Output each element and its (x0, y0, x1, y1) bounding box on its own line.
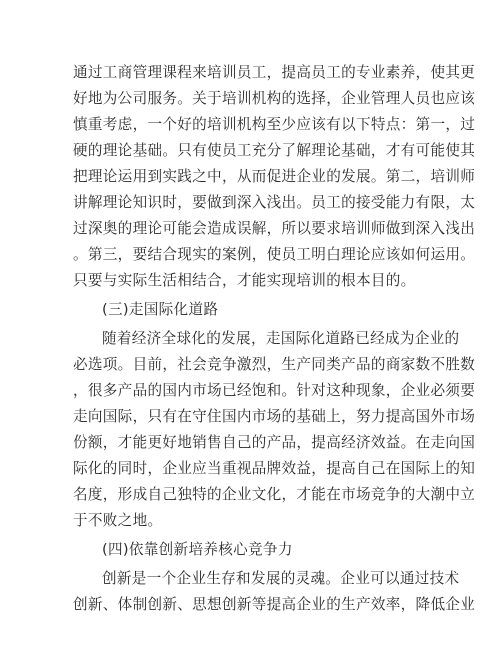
paragraph-line: 际化的同时，企业应当重视品牌效益，提高自己在国际上的知 (73, 460, 476, 477)
paragraph-line: 。第三，要结合现实的案例，使员工明白理论应该如何运用。 (73, 246, 476, 263)
paragraph-line: 好地为公司服务。关于培训机构的选择，企业管理人员也应该 (73, 90, 476, 107)
paragraph-line: 于不败之地。 (73, 512, 163, 529)
section-heading: (三)走国际化道路 (102, 301, 219, 318)
paragraph-line: ，很多产品的国内市场已经饱和。针对这种现象，企业必须要 (73, 382, 476, 399)
paragraph-line: 硬的理论基础。只有使员工充分了解理论基础，才有可能使其 (73, 142, 476, 159)
paragraph-line: 通过工商管理课程来培训员工，提高员工的专业素养，使其更 (73, 64, 476, 81)
paragraph-line: 走向国际，只有在守住国内市场的基础上，努力提高国外市场 (73, 408, 476, 425)
section-heading: (四)依靠创新培养核心竞争力 (102, 541, 293, 558)
paragraph-line: 过深奥的理论可能会造成误解，所以要求培训师做到深入浅出 (73, 220, 476, 237)
paragraph-line: 名度，形成自己独特的企业文化，才能在市场竞争的大潮中立 (73, 486, 476, 503)
paragraph-line: 创新是一个企业生存和发展的灵魂。企业可以通过技术 (102, 570, 460, 587)
paragraph-line: 只要与实际生活相结合，才能实现培训的根本目的。 (73, 272, 416, 289)
paragraph-line: 慎重考虑，一个好的培训机构至少应该有以下特点：第一，过 (73, 116, 476, 133)
paragraph-line: 讲解理论知识时，要做到深入浅出。员工的接受能力有限，太 (73, 194, 476, 211)
paragraph-line: 把理论运用到实践之中，从而促进企业的发展。第二，培训师 (73, 168, 476, 185)
paragraph-line: 随着经济全球化的发展，走国际化道路已经成为企业的 (102, 330, 460, 347)
paragraph-line: 必选项。目前，社会竞争激烈，生产同类产品的商家数不胜数 (73, 356, 476, 373)
paragraph-line: 份额，才能更好地销售自己的产品，提高经济效益。在走向国 (73, 434, 476, 451)
paragraph-line: 创新、体制创新、思想创新等提高企业的生产效率，降低企业 (73, 596, 476, 613)
